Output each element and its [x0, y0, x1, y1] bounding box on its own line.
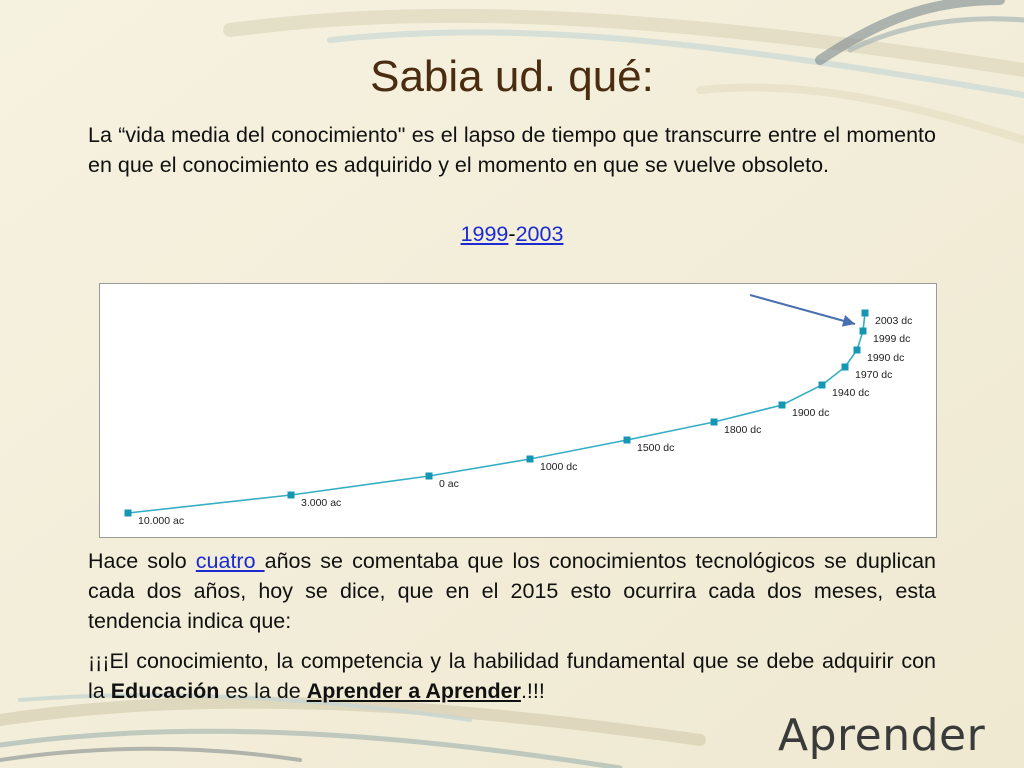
conclusion-text-a: ¡¡¡El conocimiento, la competencia y la habilidad fundamental que se debe adquirir con la: [88, 649, 936, 703]
data-label: 10.000 ac: [138, 515, 185, 527]
data-point: [527, 456, 534, 463]
link-cuatro[interactable]: cuatro: [195, 549, 265, 573]
data-label: 1970 dc: [855, 369, 893, 381]
trend-text-start: Hace solo: [88, 549, 196, 573]
pointer-arrow: [750, 295, 855, 324]
data-label: 1999 dc: [873, 333, 911, 345]
data-point: [711, 419, 718, 426]
data-label: 1000 dc: [540, 461, 578, 473]
aprender-logo: Aprender: [778, 710, 986, 761]
data-label: 1990 dc: [867, 352, 905, 364]
data-point: [862, 310, 869, 317]
conclusion-educacion: Educación: [110, 679, 220, 703]
data-point: [779, 402, 786, 409]
link-2003[interactable]: 2003: [515, 222, 564, 246]
trend-text-end: años se comentaba que los conocimientos tecnológicos se duplican cada dos años, hoy se dice, que en el 2015 esto ocurrira cada dos meses, esta tendencia indica que:: [88, 549, 936, 633]
slide-title: Sabia ud. qué:: [370, 52, 654, 101]
data-label: 1500 dc: [637, 442, 675, 454]
data-point: [288, 492, 295, 499]
data-point: [426, 473, 433, 480]
data-point: [125, 510, 132, 517]
series-line: [128, 313, 865, 513]
data-label: 3.000 ac: [301, 497, 342, 509]
data-label: 2003 dc: [875, 315, 913, 327]
data-label: 1940 dc: [832, 387, 870, 399]
year-links: [0, 222, 1024, 247]
data-point: [860, 328, 867, 335]
data-point: [819, 382, 826, 389]
data-point: [842, 364, 849, 371]
knowledge-growth-chart: [99, 283, 937, 538]
conclusion-aprender: Aprender a Aprender: [306, 679, 521, 703]
data-point: [854, 347, 861, 354]
trend-paragraph: [88, 546, 936, 636]
link-1999[interactable]: 1999: [460, 222, 509, 246]
intro-paragraph: La “vida media del conocimiento" es el lapso de tiempo que transcurre entre el momento en que el conocimiento es adquirido y el momento en que se vuelve obsoleto.: [88, 123, 936, 177]
chart-svg: [100, 284, 938, 539]
conclusion-paragraph: [88, 646, 936, 706]
data-label: 1800 dc: [724, 424, 762, 436]
data-label: 1900 dc: [792, 407, 830, 419]
conclusion-text-c: es la de: [219, 679, 307, 703]
conclusion-text-e: .!!!: [520, 679, 545, 703]
link-separator: -: [508, 222, 516, 246]
data-point: [624, 437, 631, 444]
data-label: 0 ac: [439, 478, 459, 490]
